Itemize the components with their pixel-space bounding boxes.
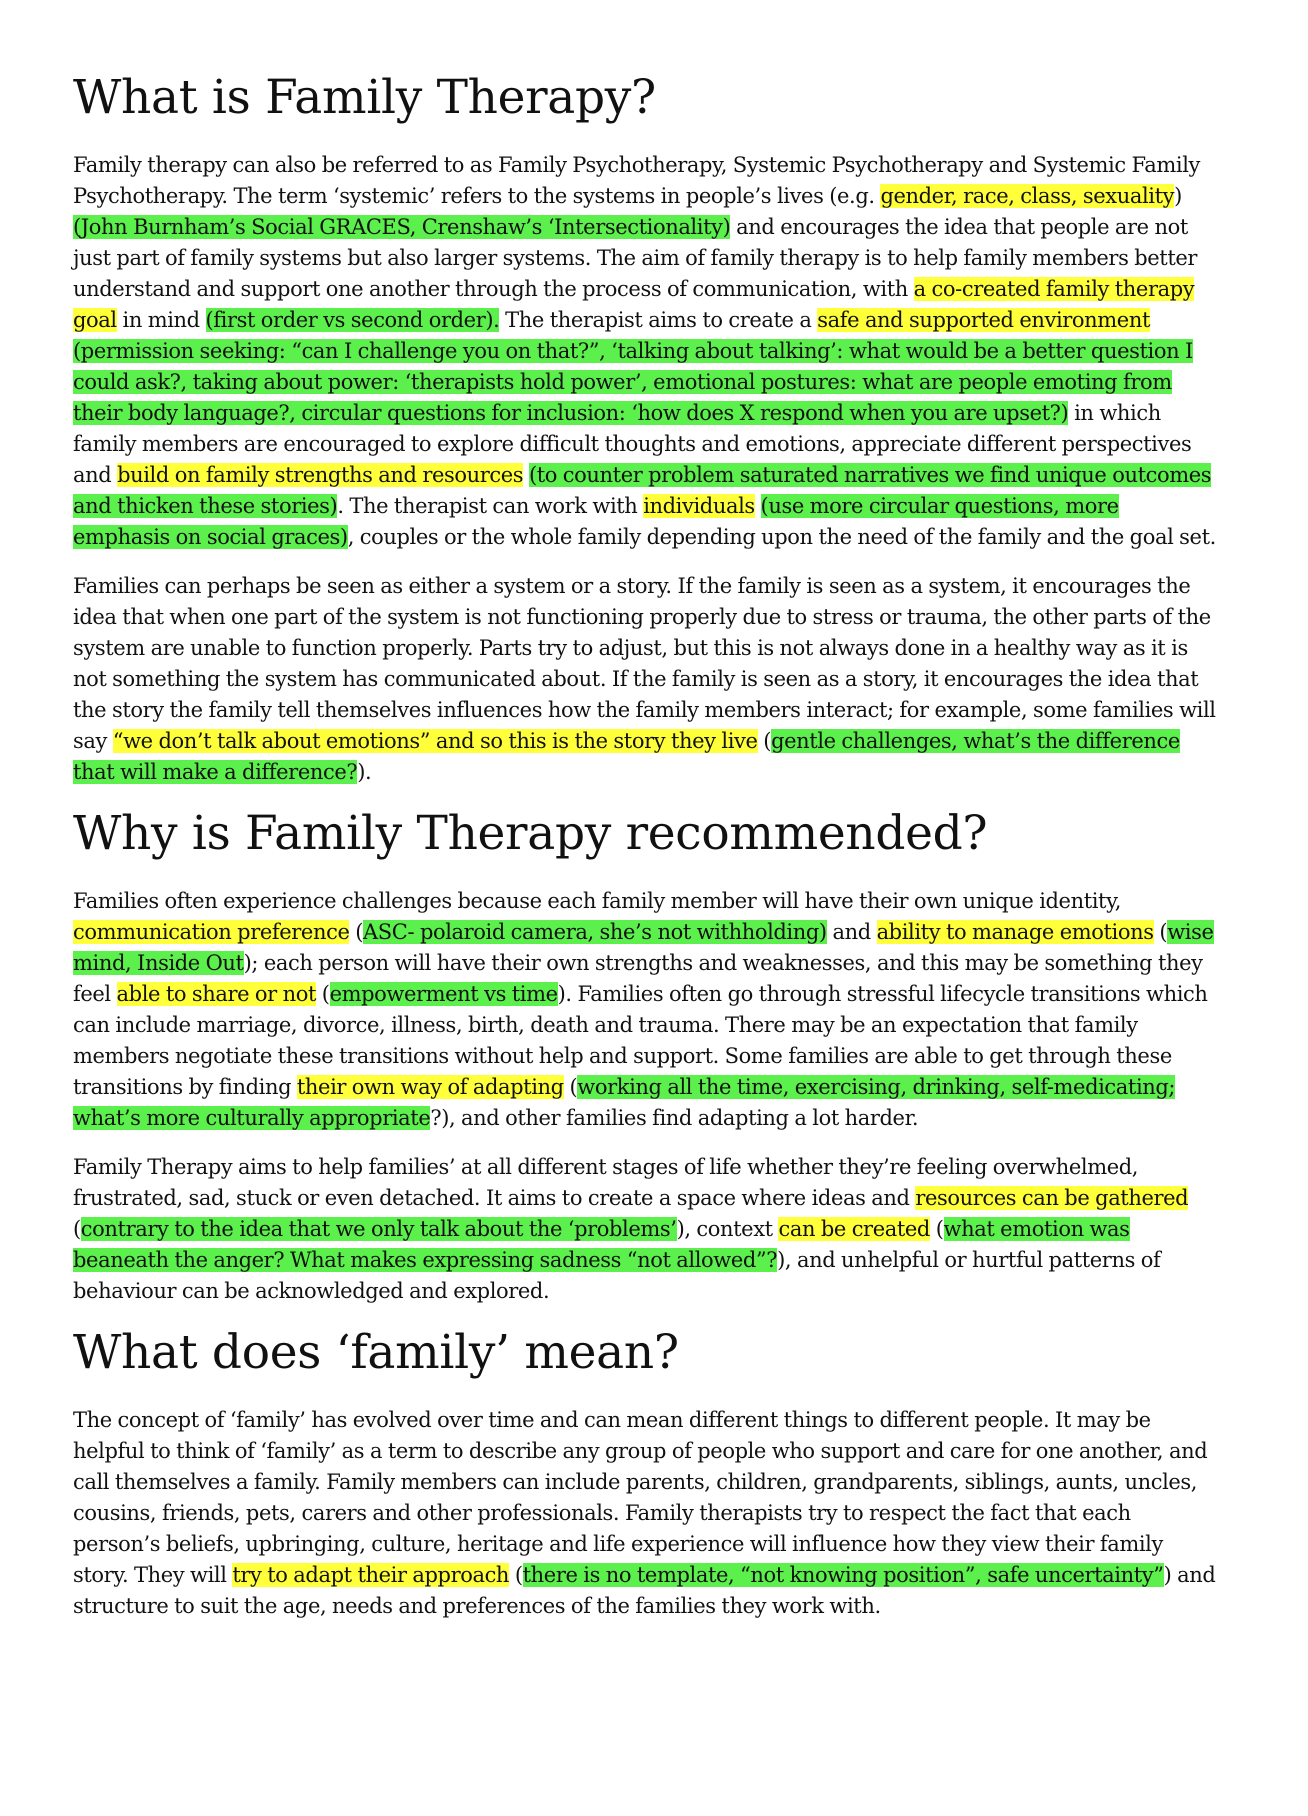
text-run: (: [929, 1217, 944, 1241]
paragraph: [73, 571, 1216, 788]
highlight-yellow: communication preference: [73, 920, 350, 944]
text-run: ): [1174, 184, 1182, 208]
section-heading-why-recommended: Why is Family Therapy recommended?: [73, 806, 988, 861]
highlight-yellow: can be created: [778, 1217, 930, 1241]
highlight-green: there is no template, “not knowing position”, safe uncertainty”: [522, 1563, 1164, 1587]
text-run: (: [73, 1217, 81, 1241]
text-run: ?), and other families find adapting a lot harder.: [430, 1106, 919, 1130]
text-run: ). Families often go through stressful lifecycle transitions which can include marriage, divorce, illness, birth, death and trauma. There may be an expectation that family members negotiate these transitions without help and support. Some families are able to get through these transitions by finding: [73, 982, 1208, 1099]
highlight-yellow: a co-created family therapy goal: [73, 277, 1195, 332]
highlight-yellow: gender, race, class, sexuality: [880, 184, 1175, 208]
highlight-green: empowerment vs time: [329, 982, 558, 1006]
section-heading-what-is-family-therapy: What is Family Therapy?: [73, 70, 656, 125]
text-run: ) and structure to suit the age, needs and preferences of the families they work with.: [73, 1563, 1216, 1618]
highlight-green: working all the time, exercising, drinking, self-medicating; what’s more culturally appropriate: [73, 1075, 1176, 1130]
highlight-yellow: try to adapt their approach: [232, 1563, 510, 1587]
text-run: (: [349, 920, 364, 944]
highlight-yellow: “we don’t talk about emotions” and so this is the story they live: [112, 729, 758, 753]
text-run: in which family members are encouraged to explore difficult thoughts and emotions, appreciate different perspectives and: [73, 401, 1192, 487]
text-run: (: [757, 729, 772, 753]
paragraph: [73, 150, 1216, 553]
text-run: Family therapy can also be referred to as Family Psychotherapy, Systemic Psychotherapy and Systemic Family Psychotherapy. The term ‘systemic’ refers to the systems in people’s lives (e.g.: [73, 153, 1200, 208]
text-run: Families often experience challenges because each family member will have their own unique identity,: [73, 889, 1122, 913]
highlight-green: (John Burnham’s Social GRACES, Crenshaw’s ‘Intersectionality): [73, 215, 731, 239]
text-run: The therapist aims to create a: [499, 308, 818, 332]
highlight-yellow: ability to manage emotions: [876, 920, 1154, 944]
highlight-yellow: individuals: [643, 494, 755, 518]
highlight-yellow: safe and supported environment: [817, 308, 1150, 332]
highlight-yellow: resources can be gathered: [915, 1186, 1189, 1210]
paragraph: [73, 1405, 1216, 1622]
highlight-yellow: their own way of adapting: [296, 1075, 564, 1099]
text-run: in mind: [116, 308, 206, 332]
text-run: ).: [357, 760, 372, 784]
highlight-green: what emotion was beaneath the anger? What makes expressing sadness “not allowed”?: [73, 1217, 1130, 1272]
highlight-green: ASC- polaroid camera, she’s not withholding): [363, 920, 827, 944]
highlight-green: gentle challenges, what’s the difference that will make a difference?: [73, 729, 1180, 784]
highlight-green: wise mind, Inside Out: [73, 920, 1214, 975]
text-run: [755, 494, 761, 518]
text-run: (: [563, 1075, 578, 1099]
paragraph: [73, 886, 1216, 1134]
text-run: ); each person will have their own strengths and weaknesses, and this may be something they feel: [73, 951, 1203, 1006]
highlight-green: (permission seeking: “can I challenge you on that?”, ‘talking about talking’: what would be a better question I could ask?, taking about power: ‘therapists hold power’, emotional postures: what are people emoting from their body language?, circular questions for inclusion: ‘how does X respond when you are upset?): [73, 339, 1193, 425]
highlight-green: (to counter problem saturated narratives we find unique outcomes and thicken these stories): [73, 463, 1212, 518]
text-run: ), context: [676, 1217, 779, 1241]
text-run: , couples or the whole family depending upon the need of the family and the goal set.: [347, 525, 1216, 549]
text-run: and encourages the idea that people are not just part of family systems but also larger systems. The aim of family therapy is to help family members better understand and support one another through the process of communication, with: [73, 215, 1198, 301]
text-run: (: [509, 1563, 523, 1587]
text-run: Families can perhaps be seen as either a system or a story. If the family is seen as a system, it encourages the idea that when one part of the system is not functioning properly due to stress or trauma, the other parts of the system are unable to function properly. Parts try to adjust, but this is not always done in a healthy way as it is not something the system has communicated about. If the family is seen as a story, it encourages the idea that the story the family tell themselves influences how the family members interact; for example, some families will say: [73, 574, 1216, 753]
text-run: (: [1153, 920, 1168, 944]
highlight-green: contrary to the idea that we only talk about the ‘problems’: [80, 1217, 677, 1241]
text-run: and: [826, 920, 877, 944]
text-run: The concept of ‘family’ has evolved over time and can mean different things to different people. It may be helpful to think of ‘family’ as a term to describe any group of people who support and care for one another, and call themselves a family. Family members can include parents, children, grandparents, siblings, aunts, uncles, cousins, friends, pets, carers and other professionals. Family therapists try to respect the fact that each person’s beliefs, upbringing, culture, heritage and life experience will influence how they view their family story. They will: [73, 1408, 1208, 1587]
text-run: (: [316, 982, 330, 1006]
highlight-yellow: able to share or not: [116, 982, 316, 1006]
text-run: ), and unhelpful or hurtful patterns of behaviour can be acknowledged and explored.: [73, 1248, 1161, 1303]
highlight-green: (first order vs second order).: [205, 308, 500, 332]
highlight-green: (use more circular questions, more emphasis on social graces): [73, 494, 1119, 549]
highlight-yellow: build on family strengths and resources: [117, 463, 524, 487]
text-run: Family Therapy aims to help families’ at all different stages of life whether they’re feeling overwhelmed, frustrated, sad, stuck or even detached. It aims to create a space where ideas and: [73, 1155, 1139, 1210]
paragraph: [73, 1152, 1216, 1307]
text-run: . The therapist can work with: [337, 494, 644, 518]
section-heading-what-does-family-mean: What does ‘family’ mean?: [73, 1325, 679, 1380]
